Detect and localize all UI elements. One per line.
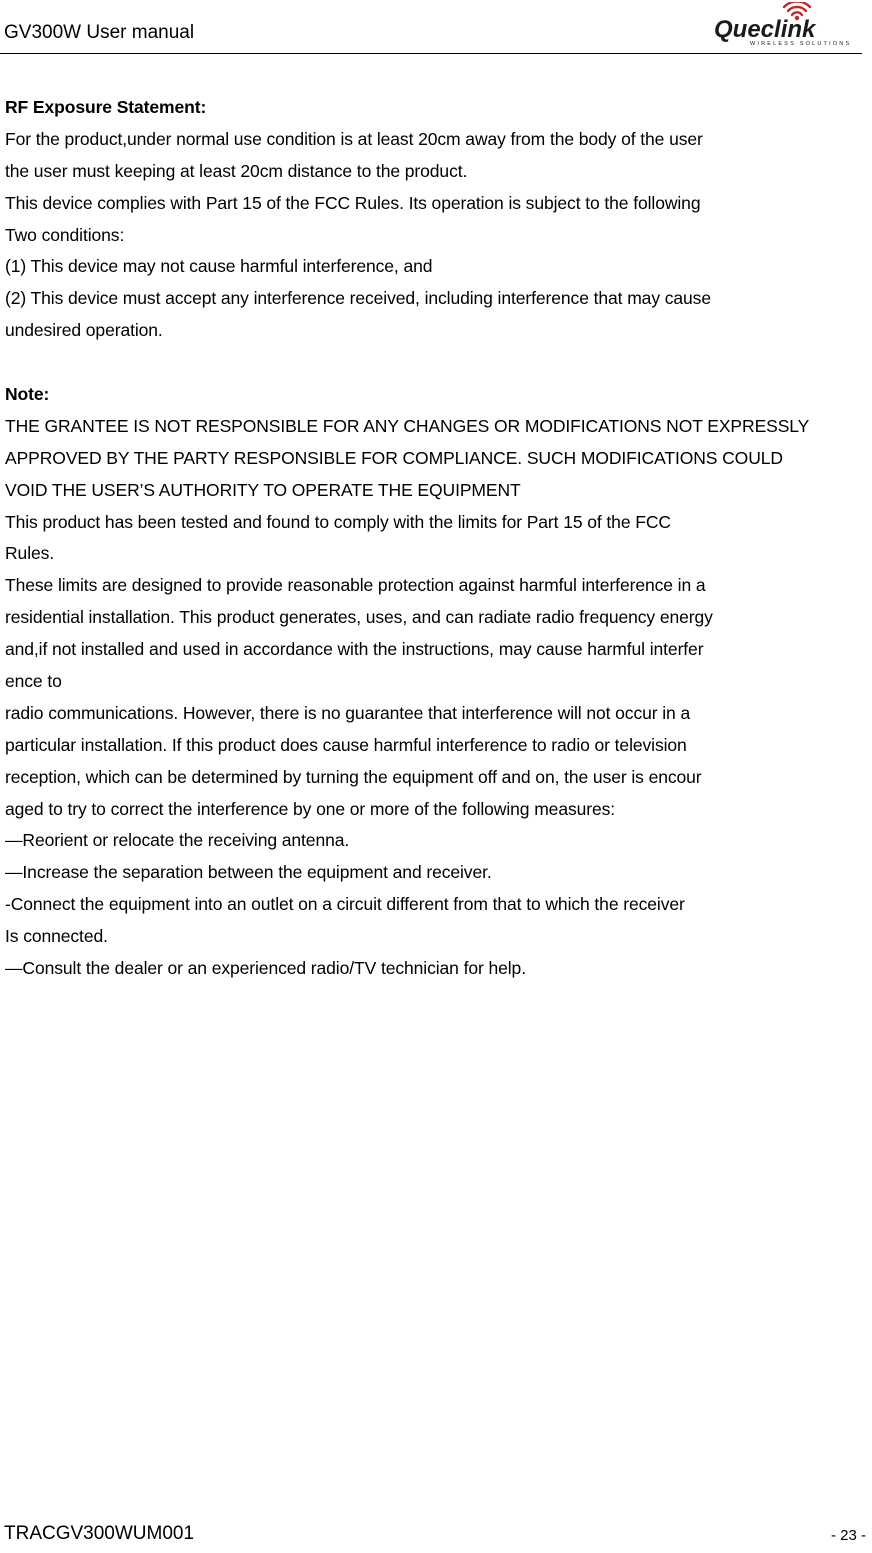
note-line: ence to xyxy=(5,671,62,692)
paragraph-spacer xyxy=(5,347,871,379)
note-line: and,if not installed and used in accordance with the instructions, may cause harmful interfer xyxy=(5,639,704,660)
rf-exposure-paragraph xyxy=(5,124,871,347)
note-paragraph xyxy=(5,411,871,985)
logo-tagline: WIRELESS SOLUTIONS xyxy=(750,41,852,47)
note-line: APPROVED BY THE PARTY RESPONSIBLE FOR COMPLIANCE. SUCH MODIFICATIONS COULD xyxy=(5,447,783,468)
rf-exposure-line: Two conditions: xyxy=(5,224,125,245)
note-line: radio communications. However, there is no guarantee that interference will not occur in a xyxy=(5,702,691,723)
header-divider xyxy=(0,53,862,54)
signal-waves-icon xyxy=(784,2,810,15)
note-line: particular installation. If this product does cause harmful interference to radio or television xyxy=(5,734,687,755)
rf-exposure-line: For the product,under normal use condition is at least 20cm away from the body of the user xyxy=(5,128,703,149)
rf-exposure-line: (2) This device must accept any interference received, including interference that may cause xyxy=(5,288,711,309)
note-line: residential installation. This product generates, uses, and can radiate radio frequency energy xyxy=(5,607,713,628)
rf-exposure-line: the user must keeping at least 20cm distance to the product. xyxy=(5,160,468,181)
note-line: —Increase the separation between the equipment and receiver. xyxy=(5,862,492,883)
note-line: reception, which can be determined by turning the equipment off and on, the user is encour xyxy=(5,766,702,787)
rf-exposure-line: (1) This device may not cause harmful interference, and xyxy=(5,256,433,277)
queclink-logo xyxy=(706,2,862,48)
logo-wordmark: Queclink xyxy=(714,16,816,43)
note-line: THE GRANTEE IS NOT RESPONSIBLE FOR ANY CHANGES OR MODIFICATIONS NOT EXPRESSLY xyxy=(5,415,810,436)
note-line: Rules. xyxy=(5,543,55,564)
note-line: VOID THE USER’S AUTHORITY TO OPERATE THE EQUIPMENT xyxy=(5,479,521,500)
note-line: These limits are designed to provide reasonable protection against harmful interference in a xyxy=(5,575,706,596)
rf-exposure-line: This device complies with Part 15 of the FCC Rules. Its operation is subject to the following xyxy=(5,192,701,213)
header-title: GV300W User manual xyxy=(4,22,195,43)
rf-exposure-heading: RF Exposure Statement: xyxy=(5,97,207,117)
note-line: Is connected. xyxy=(5,926,108,947)
note-line: This product has been tested and found to comply with the limits for Part 15 of the FCC xyxy=(5,511,671,532)
note-line: —Reorient or relocate the receiving antenna. xyxy=(5,830,350,851)
rf-exposure-line: undesired operation. xyxy=(5,320,163,341)
note-line: aged to try to correct the interference by one or more of the following measures: xyxy=(5,798,616,819)
document-body xyxy=(5,92,871,985)
footer-page-number: - 23 - xyxy=(830,1527,866,1544)
footer-doc-code: TRACGV300WUM001 xyxy=(4,1523,195,1544)
note-line: -Connect the equipment into an outlet on a circuit different from that to which the receiver xyxy=(5,894,685,915)
note-line: —Consult the dealer or an experienced radio/TV technician for help. xyxy=(5,958,526,979)
note-heading: Note: xyxy=(5,384,50,405)
